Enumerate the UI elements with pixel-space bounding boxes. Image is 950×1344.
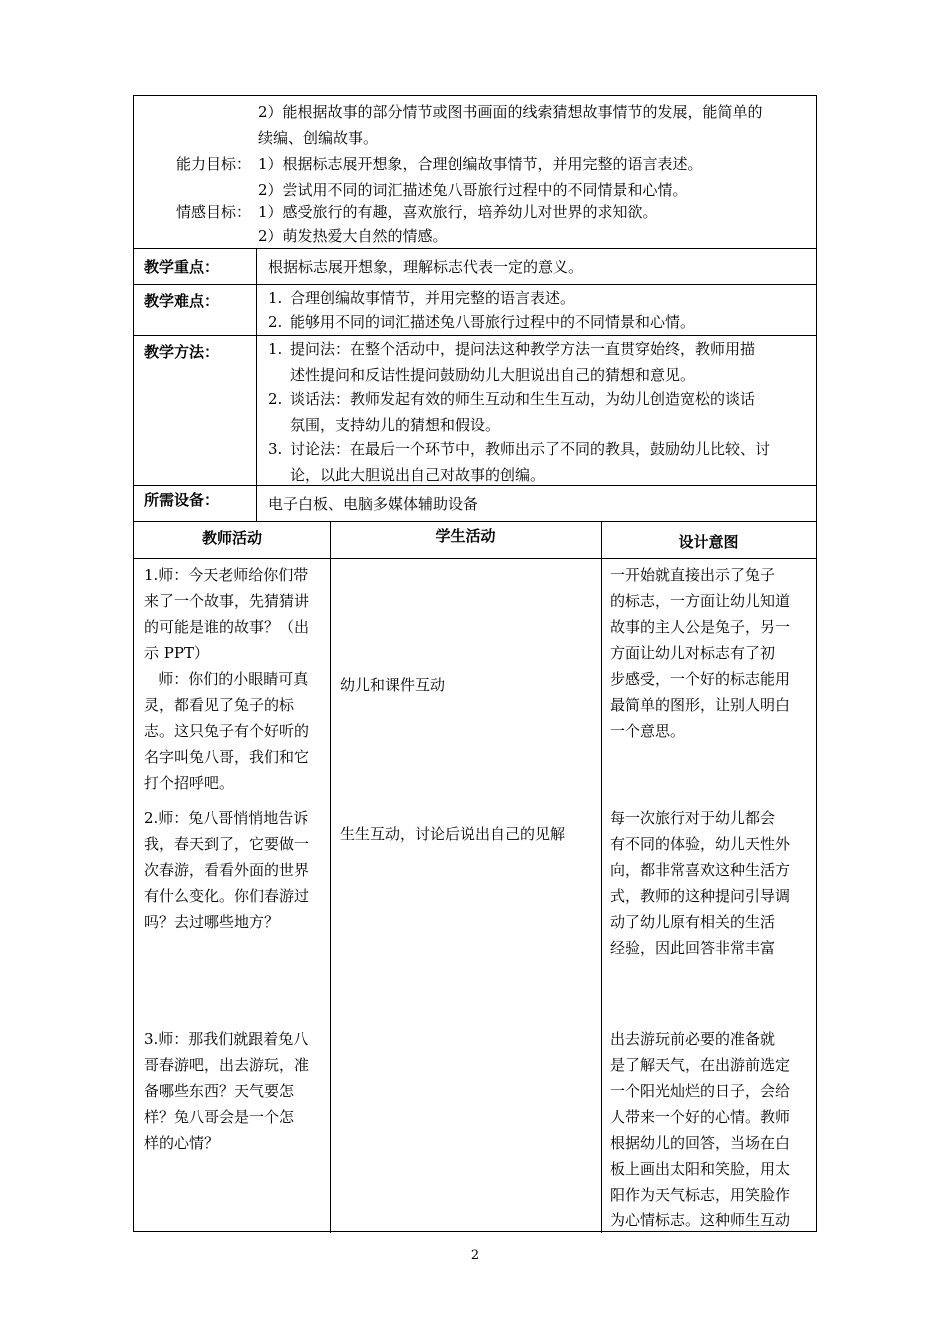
teacher-activity-line: 2.师：兔八哥悄悄地告诉 xyxy=(144,809,309,827)
teacher-activity-line: 有什么变化。你们春游过 xyxy=(144,887,310,905)
design-intent-line: 阳作为天气标志，用笑脸作 xyxy=(610,1186,791,1204)
design-intent-line: 一个阳光灿烂的日子，会给 xyxy=(610,1082,791,1100)
method-line-cont: 氛围，支持幼儿的猜想和假设。 xyxy=(290,416,501,434)
difficulty-item xyxy=(268,285,575,311)
method-item xyxy=(268,386,755,412)
teacher-activity-line: 志。这只兔子有个好听的 xyxy=(144,722,310,740)
design-intent-line: 一开始就直接出示了兔子 xyxy=(610,566,776,584)
equipment-row xyxy=(134,486,816,522)
equipment-text: 电子白板、电脑多媒体辅助设备 xyxy=(268,495,479,513)
difficulty-item-text: 能够用不同的词汇描述兔八哥旅行过程中的不同情景和心情。 xyxy=(290,313,696,331)
teacher-activity-line: 我，春天到了，它要做一 xyxy=(144,835,310,853)
ability-objective-label: 能力目标： xyxy=(176,155,252,173)
page-number: 2 xyxy=(470,1248,480,1263)
list-number: 2. xyxy=(268,390,283,408)
equipment-label: 所需设备： xyxy=(144,491,220,509)
list-number: 1. xyxy=(268,340,283,358)
activity-header-row xyxy=(134,522,816,559)
teacher-activity-line: 吗？去过哪些地方？ xyxy=(144,913,280,931)
method-line: 谈话法：教师发起有效的师生互动和生生互动，为幼儿创造宽松的谈话 xyxy=(290,390,756,408)
methods-row xyxy=(134,336,816,486)
list-number: 2. xyxy=(268,313,283,331)
activity-body xyxy=(134,559,816,1231)
design-intent-line: 向，都非常喜欢这种生活方 xyxy=(610,861,791,879)
header-design-intent: 设计意图 xyxy=(678,533,739,551)
key-point-label: 教学重点： xyxy=(144,258,220,276)
design-intent-line: 故事的主人公是兔子，另一 xyxy=(610,618,791,636)
objectives-section xyxy=(134,96,816,249)
teacher-activity-line: 样的心情？ xyxy=(144,1134,220,1152)
lesson-plan-table xyxy=(133,95,817,1232)
method-line: 讨论法：在最后一个环节中，教师出示了不同的教具，鼓励幼儿比较、讨 xyxy=(290,440,771,458)
design-intent-line: 为心情标志。这种师生互动 xyxy=(610,1211,791,1229)
key-point-text: 根据标志展开想象，理解标志代表一定的意义。 xyxy=(268,258,584,276)
design-intent-line: 板上画出太阳和笑脸，用太 xyxy=(610,1160,791,1178)
teacher-activity-line: 师：你们的小眼睛可真 xyxy=(144,670,309,688)
design-intent-line: 有不同的体验，幼儿天性外 xyxy=(610,835,791,853)
design-intent-line: 的标志，一方面让幼儿知道 xyxy=(610,592,791,610)
teacher-activity-line: 示 PPT） xyxy=(144,644,209,662)
design-intent-line: 经验，因此回答非常丰富 xyxy=(610,939,776,957)
teacher-activity-line: 样？兔八哥会是一个怎 xyxy=(144,1108,295,1126)
teacher-activity-line: 哥春游吧，出去游玩，准 xyxy=(144,1056,310,1074)
difficulty-row xyxy=(134,285,816,336)
design-intent-line: 根据幼儿的回答，当场在白 xyxy=(610,1134,791,1152)
design-intent-line: 出去游玩前必要的准备就 xyxy=(610,1030,776,1048)
knowledge-objective-line: 2）能根据故事的部分情节或图书画面的线索猜想故事情节的发展，能简单的 xyxy=(258,103,763,121)
difficulty-item xyxy=(268,309,695,335)
header-teacher-activity: 教师活动 xyxy=(201,529,262,547)
method-item xyxy=(268,436,770,462)
teacher-activity-line: 备哪些东西？天气要怎 xyxy=(144,1082,295,1100)
key-point-row xyxy=(134,249,816,285)
student-activity: 生生互动，讨论后说出自己的见解 xyxy=(340,825,566,843)
list-number: 1. xyxy=(268,289,283,307)
list-number: 3. xyxy=(268,440,283,458)
label-column-divider xyxy=(256,249,257,522)
design-intent-line: 式，教师的这种提问引导调 xyxy=(610,887,791,905)
design-intent-line: 最简单的图形，让别人明白 xyxy=(610,696,791,714)
emotion-objective-line: 1）感受旅行的有趣，喜欢旅行，培养幼儿对世界的求知欲。 xyxy=(258,203,658,221)
ability-objective-line: 2）尝试用不同的词汇描述兔八哥旅行过程中的不同情景和心情。 xyxy=(258,181,688,199)
teacher-activity-line: 打个招呼吧。 xyxy=(144,774,235,792)
design-intent-line: 人带来一个好的心情。教师 xyxy=(610,1108,791,1126)
teacher-activity-line: 来了一个故事，先猜猜讲 xyxy=(144,592,310,610)
method-line-cont: 论，以此大胆说出自己对故事的创编。 xyxy=(290,466,546,484)
teacher-activity-line: 的可能是谁的故事？（出 xyxy=(144,618,310,636)
method-item xyxy=(268,336,755,362)
difficulty-item-text: 合理创编故事情节，并用完整的语言表述。 xyxy=(290,289,576,307)
ability-objective-line: 1）根据标志展开想象，合理创编故事情节，并用完整的语言表述。 xyxy=(258,155,703,173)
teacher-activity-line: 名字叫兔八哥，我们和它 xyxy=(144,748,310,766)
emotion-objective-label: 情感目标： xyxy=(176,203,252,221)
knowledge-objective-line: 续编、创编故事。 xyxy=(258,129,379,147)
method-line: 提问法：在整个活动中，提问法这种教学方法一直贯穿始终，教师用描 xyxy=(290,340,756,358)
design-intent-line: 步感受，一个好的标志能用 xyxy=(610,670,791,688)
design-intent-line: 方面让幼儿对标志有了初 xyxy=(610,644,776,662)
student-activity: 幼儿和课件互动 xyxy=(340,676,446,694)
design-intent-line: 一个意思。 xyxy=(610,722,686,740)
header-student-activity: 学生活动 xyxy=(435,527,496,545)
teacher-activity-line: 灵，都看见了兔子的标 xyxy=(144,696,295,714)
emotion-objective-line: 2）萌发热爱大自然的情感。 xyxy=(258,227,448,245)
difficulty-label: 教学难点： xyxy=(144,292,220,310)
teacher-activity-line: 次春游，看看外面的世界 xyxy=(144,861,310,879)
method-line-cont: 述性提问和反诘性提问鼓励幼儿大胆说出自己的猜想和意见。 xyxy=(290,366,696,384)
methods-label: 教学方法： xyxy=(144,343,220,361)
design-intent-line: 动了幼儿原有相关的生活 xyxy=(610,913,776,931)
teacher-activity-line: 1.师：今天老师给你们带 xyxy=(144,566,309,584)
teacher-activity-line: 3.师：那我们就跟着兔八 xyxy=(144,1030,309,1048)
design-intent-line: 每一次旅行对于幼儿都会 xyxy=(610,809,776,827)
design-intent-line: 是了解天气，在出游前选定 xyxy=(610,1056,791,1074)
